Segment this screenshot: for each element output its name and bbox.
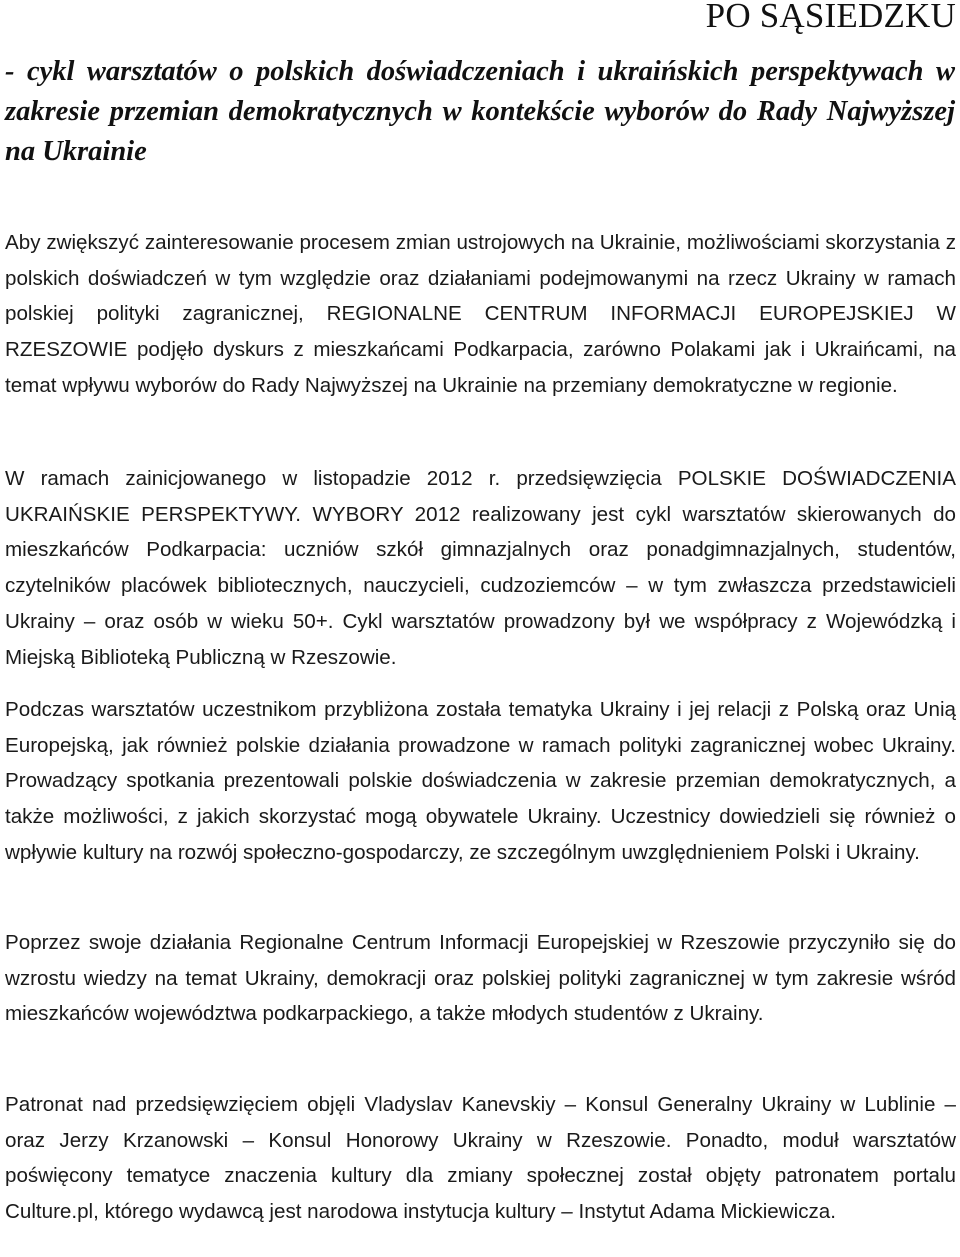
paragraph-patronage: Patronat nad przedsięwzięciem objęli Vladyslav Kanevskiy – Konsul Generalny Ukrainy w Lublinie – oraz Jerzy Krzanowski – Konsul Honorowy Ukrainy w Rzeszowie. Ponadto, moduł warsztatów poświęcony tematyce znaczenia kultury dla zmiany społecznej został objęty patronatem portalu Culture.pl, którego wydawcą jest narodowa instytucja kultury – Instytut Adama Mickiewicza.: [5, 1093, 956, 1224]
document-subtitle: - cykl warsztatów o polskich doświadczeniach i ukraińskich perspektywach w zakresie przemian demokratycznych w kontekście wyborów do Rady Najwyższej na Ukrainie: [5, 56, 955, 167]
page-title: PO SĄSIEDZKU: [705, 0, 956, 35]
paragraph-intro: Aby zwiększyć zainteresowanie procesem zmian ustrojowych na Ukrainie, możliwościami skorzystania z polskich doświadczeń w tym względzie oraz działaniami podejmowanymi na rzecz Ukrainy w ramach polskiej polityki zagranicznej, REGIONALNE CENTRUM INFORMACJI EUROPEJSKIEJ W RZESZOWIE podjęło dyskurs z mieszkańcami Podkarpacia, zarówno Polakami jak i Ukraińcami, na temat wpływu wyborów do Rady Najwyższej na Ukrainie na przemiany demokratyczne w regionie.: [5, 231, 956, 397]
paragraph-workshops: Podczas warsztatów uczestnikom przybliżona została tematyka Ukrainy i jej relacji z Polską oraz Unią Europejską, jak również polskie działania prowadzone w ramach polityki zagranicznej wobec Ukrainy. Prowadzący spotkania prezentowali polskie doświadczenia w zakresie przemian demokratycznych, a także możliwości, z jakich skorzystać mogą obywatele Ukrainy. Uczestnicy dowiedzieli się również o wpływie kultury na rozwój społeczno-gospodarczy, ze szczególnym uwzględnieniem Polski i Ukrainy.: [5, 698, 956, 864]
paragraph-outcomes: Poprzez swoje działania Regionalne Centrum Informacji Europejskiej w Rzeszowie przyczyniło się do wzrostu wiedzy na temat Ukrainy, demokracji oraz polskiej polityki zagranicznej w tym zakresie wśród mieszkańców województwa podkarpackiego, a także młodych studentów z Ukrainy.: [5, 931, 956, 1026]
paragraph-initiative: W ramach zainicjowanego w listopadzie 2012 r. przedsięwzięcia POLSKIE DOŚWIADCZENIA UKRAIŃSKIE PERSPEKTYWY. WYBORY 2012 realizowany jest cykl warsztatów skierowanych do mieszkańców Podkarpacia: uczniów szkół gimnazjalnych oraz ponadgimnazjalnych, studentów, czytelników placówek bibliotecznych, nauczycieli, cudzoziemców – w tym zwłaszcza przedstawicieli Ukrainy – oraz osób w wieku 50+. Cykl warsztatów prowadzony był we współpracy z Wojewódzką i Miejską Biblioteką Publiczną w Rzeszowie.: [5, 467, 956, 669]
